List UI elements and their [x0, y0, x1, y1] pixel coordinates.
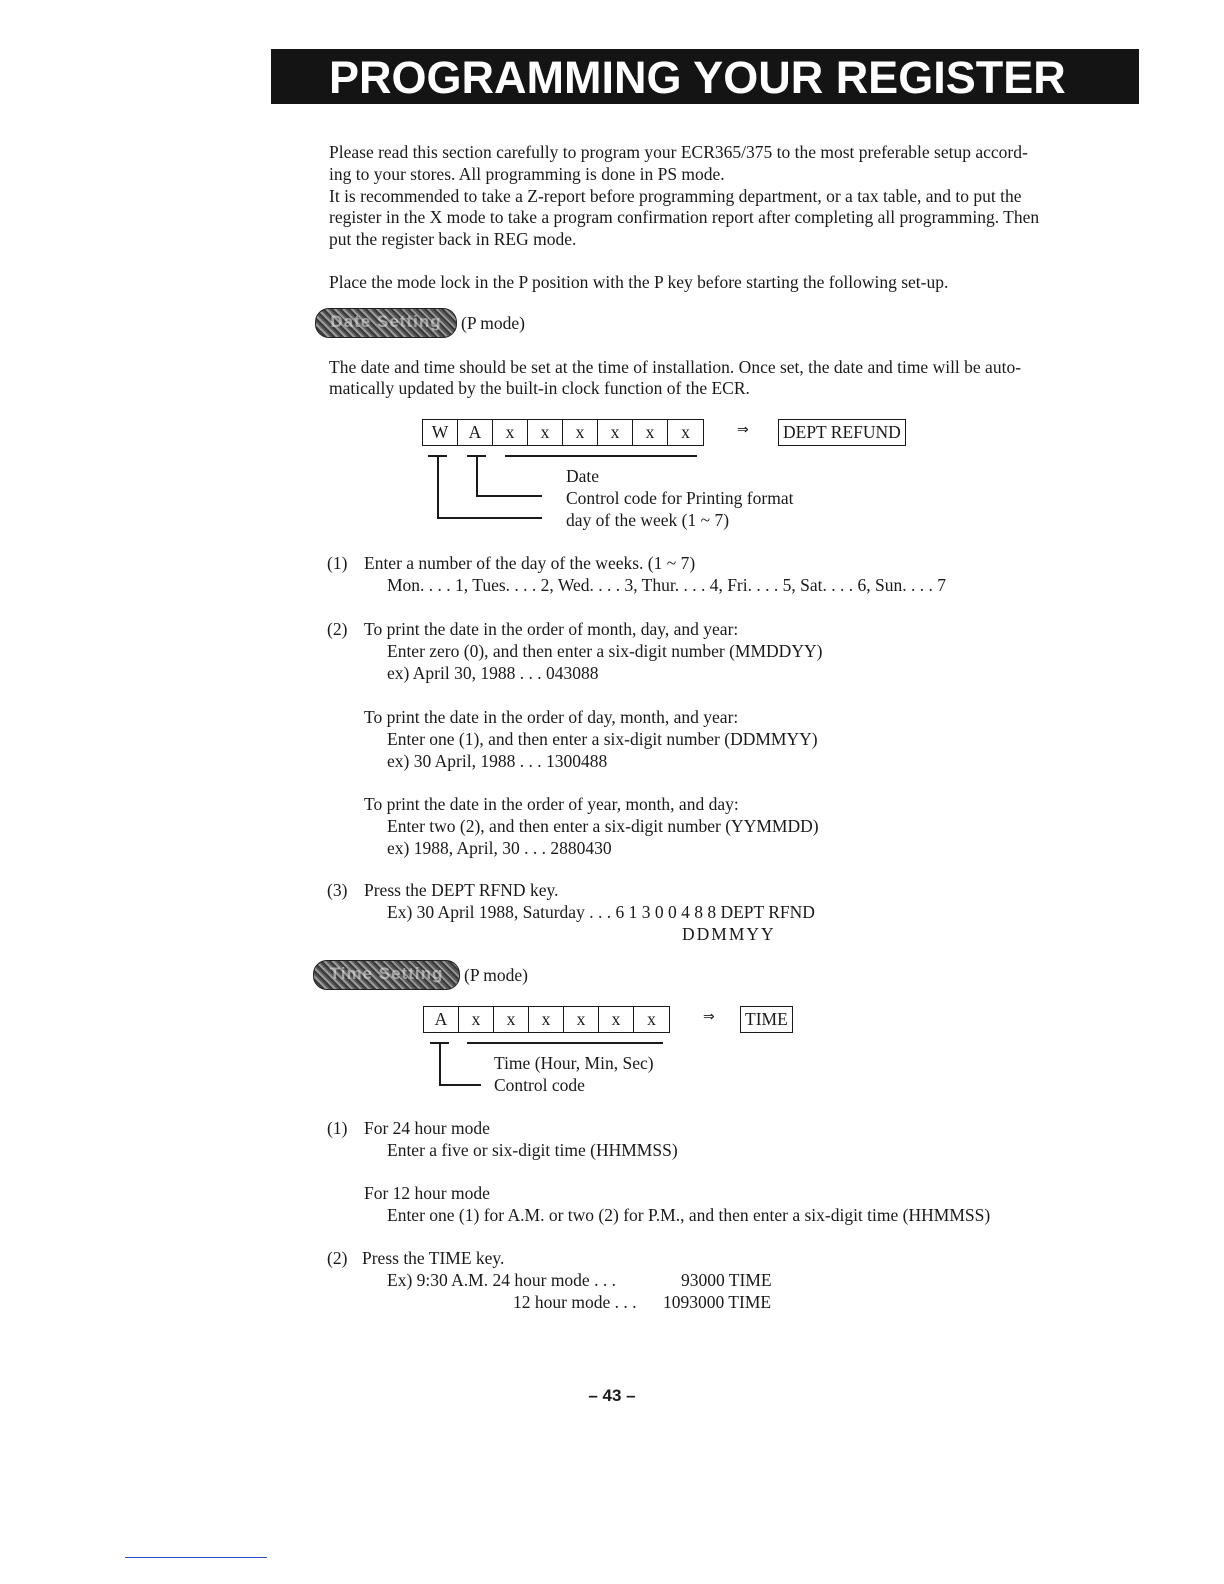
step-text: Press the DEPT RFND key. [364, 880, 559, 900]
step-example: ex) April 30, 1988 . . . 043088 [387, 663, 599, 683]
time-key: TIME [740, 1006, 793, 1033]
date-description: matically updated by the built-in clock function of the ECR. [329, 378, 750, 398]
key-cell: x [598, 420, 633, 445]
step-detail: Enter two (2), and then enter a six-digit number (YYMMDD) [387, 816, 819, 836]
format-label: DDMMYY [682, 924, 776, 944]
step-text: Press the TIME key. [362, 1248, 505, 1268]
section-banner [271, 49, 1139, 104]
key-cell: A [458, 420, 493, 445]
bracket-line [439, 1084, 481, 1086]
key-cell: x [494, 1007, 529, 1032]
key-cell: x [563, 420, 598, 445]
date-setting-label: Date Setting [330, 312, 442, 331]
step-detail: Enter zero (0), and then enter a six-digit number (MMDDYY) [387, 641, 823, 661]
date-key-sequence [422, 419, 704, 446]
step-number: (1) [327, 553, 348, 573]
step-example: ex) 30 April, 1988 . . . 1300488 [387, 751, 608, 771]
bracket-line [505, 455, 697, 457]
step-detail: Enter one (1) for A.M. or two (2) for P.M., and then enter a six-digit time (HHMMSS) [387, 1205, 991, 1225]
step-detail: Enter a five or six-digit time (HHMMSS) [387, 1140, 678, 1160]
time-mode-note: (P mode) [464, 965, 528, 985]
step-number: (2) [327, 1248, 348, 1268]
key-cell: x [493, 420, 528, 445]
step-text: To print the date in the order of month, day, and year: [364, 619, 739, 639]
key-cell: x [459, 1007, 494, 1032]
legend-date: Date [566, 466, 600, 486]
key-cell: x [599, 1007, 634, 1032]
step-example-value: 93000 TIME [681, 1270, 772, 1290]
bracket-line [467, 1042, 663, 1044]
date-setting-heading [315, 308, 457, 338]
page-number: – 43 – [588, 1386, 636, 1405]
key-cell: x [633, 420, 668, 445]
legend-control-code: Control code for Printing format [566, 488, 794, 508]
bracket-line [476, 495, 542, 497]
key-cell: x [647, 1009, 656, 1029]
bracket-line [439, 1042, 441, 1085]
intro-line: register in the X mode to take a program confirmation report after completing all programming. Then [329, 207, 1040, 227]
bracket-line [437, 517, 542, 519]
intro-line: Please read this section carefully to program your ECR365/375 to the most preferable setup accord- [329, 142, 1028, 162]
intro-line: ing to your stores. All programming is done in PS mode. [329, 164, 725, 184]
mode-lock-instruction: Place the mode lock in the P position with the P key before starting the following set-up. [329, 272, 949, 292]
arrow-icon: ⇒ [737, 422, 749, 438]
step-number: (3) [327, 880, 348, 900]
step-text: For 12 hour mode [364, 1183, 490, 1203]
arrow-icon: ⇒ [703, 1009, 715, 1025]
page-title: PROGRAMMING YOUR REGISTER [329, 52, 1066, 103]
step-example-value: 1093000 TIME [663, 1292, 772, 1312]
step-detail: Mon. . . . 1, Tues. . . . 2, Wed. . . . 3, Thur. . . . 4, Fri. . . . 5, Sat. . . . 6, Sun. . . . 7 [387, 575, 946, 595]
step-text: Enter a number of the day of the weeks. (1 ~ 7) [364, 553, 696, 573]
dept-refund-key: DEPT REFUND [778, 419, 906, 446]
bracket-line [437, 455, 439, 518]
step-text: To print the date in the order of year, month, and day: [364, 794, 739, 814]
time-setting-label: Time Setting [329, 964, 444, 983]
key-cell: A [424, 1007, 459, 1032]
step-example: ex) 1988, April, 30 . . . 2880430 [387, 838, 612, 858]
footer-rule [125, 1557, 267, 1558]
intro-line: put the register back in REG mode. [329, 229, 577, 249]
step-number: (1) [327, 1118, 348, 1138]
step-text: To print the date in the order of day, month, and year: [364, 707, 739, 727]
date-description: The date and time should be set at the time of installation. Once set, the date and time will be auto- [329, 357, 1022, 377]
key-cell: W [423, 420, 458, 445]
key-cell: x [564, 1007, 599, 1032]
step-text: For 24 hour mode [364, 1118, 490, 1138]
legend-day-of-week: day of the week (1 ~ 7) [566, 510, 730, 530]
step-detail: Enter one (1), and then enter a six-digit number (DDMMYY) [387, 729, 818, 749]
step-example: Ex) 9:30 A.M. 24 hour mode . . . [387, 1270, 616, 1290]
step-example: 12 hour mode . . . [513, 1292, 637, 1312]
key-cell: x [681, 422, 690, 442]
step-example: Ex) 30 April 1988, Saturday . . . 6 1 3 0 0 4 8 8 DEPT RFND [387, 902, 815, 922]
bracket-line [476, 455, 478, 496]
legend-control-code: Control code [494, 1075, 585, 1095]
date-mode-note: (P mode) [461, 313, 525, 333]
time-setting-heading [313, 960, 460, 990]
time-key-sequence [423, 1006, 670, 1033]
intro-line: It is recommended to take a Z-report before programming department, or a tax table, and to put the [329, 186, 1022, 206]
step-number: (2) [327, 619, 348, 639]
key-cell: x [529, 1007, 564, 1032]
key-cell: x [528, 420, 563, 445]
legend-time: Time (Hour, Min, Sec) [494, 1053, 654, 1073]
